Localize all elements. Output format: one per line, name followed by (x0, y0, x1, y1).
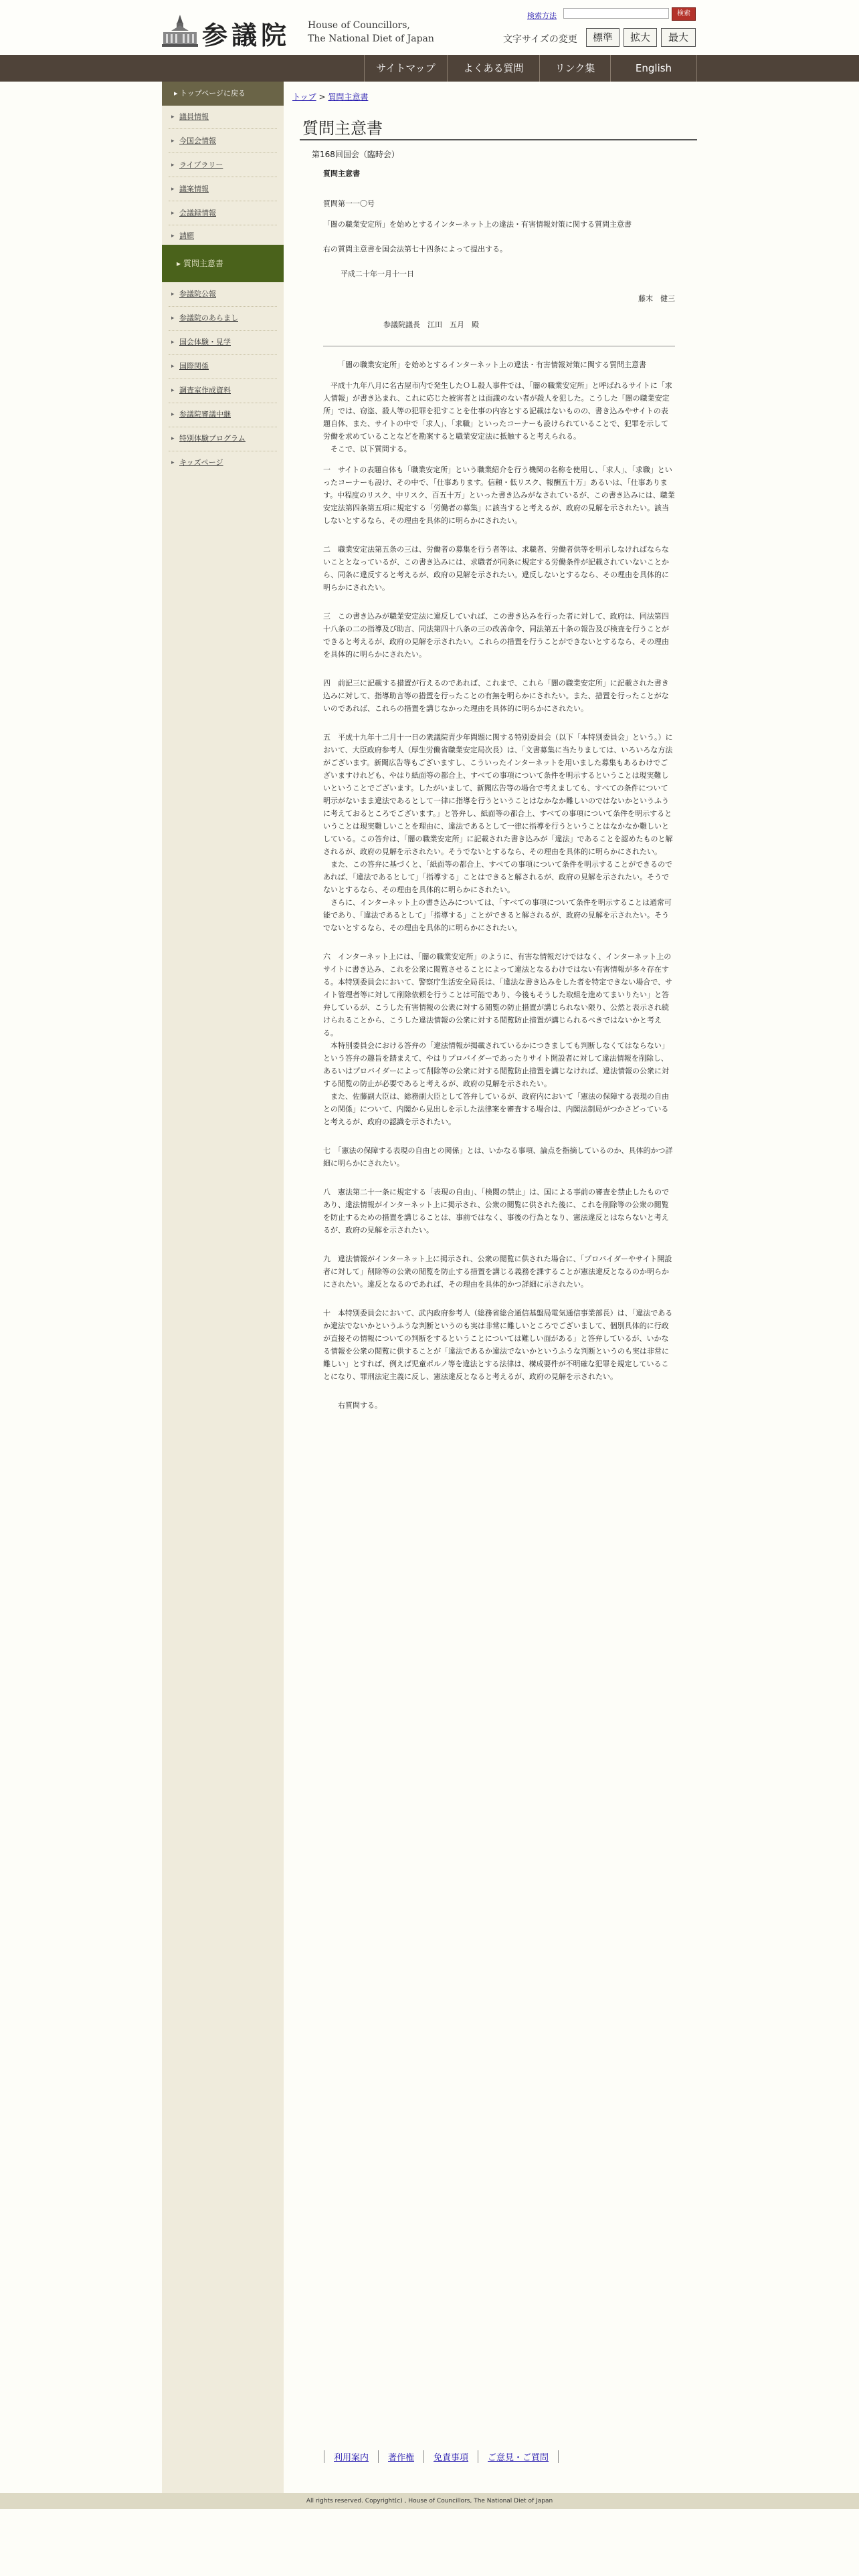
closing-line: 右質問する。 (338, 1401, 382, 1410)
search-help-link[interactable]: 検索方法 (527, 11, 557, 20)
question-subject: 「闇の職業安定所」を始めとするインターネット上の違法・有害情報対策に関する質問主意書 (323, 220, 632, 229)
sidebar-item-current-session[interactable]: ▸ 今国会情報 (162, 130, 284, 152)
question-section: 四 前記三に記載する措置が行えるのであれば、これまで、これら「闇の職業安定所」に記載された書き込みに対して、指導助言等の措置を行ったことの有無を明らかにされたい。また、措置を行ったことがないのであれば、これらの措置を講じなかった理由を具体的に明らかにされたい。 (323, 679, 669, 713)
sidebar-item-questions-active[interactable]: ▸ 質問主意書 (162, 245, 284, 282)
sidebar-sub-research[interactable]: ▸ 調査室作成資料 (162, 379, 284, 403)
question-section: 十 本特別委員会において、武内政府参考人（総務省総合通信基盤局電気通信事業部長）は、「違法であるか違法でないかというふうな判断というのも実は非常に難しいところでございまして、個別具体的に行政が直接その情報についての判断をするということについては難しい面がある」と答弁しているが、いかなる情報を公衆の閲覧に供することが「違法であるか違法でないかというふうな判断というのも実は非常に難しい」とすれば、例えば児童ポルノ等を違法とする法律は、構成要件が不明確な犯罪を規定していることになり、罪刑法定主義に反し、憲法違反となると考えるが、政府の見解を示されたい。 (323, 1309, 673, 1381)
sidebar-item-bills[interactable]: ▸ 議案情報 (162, 178, 284, 201)
sidebar-item-minutes[interactable]: ▸ 会議録情報 (162, 202, 284, 225)
sidebar-back-to-top-label: トップページに戻る (180, 89, 246, 98)
question-section: また、この答弁に基づくと、「紙面等の都合上、すべての事項について条件を明示することができるのであれば、「違法であるとして」「指導する」ことはできると解されるが、政府の見解を示されたい。そうでないとするなら、その理由を具体的に明らかにされたい。 (323, 860, 673, 894)
sidebar (162, 82, 284, 2493)
question-section: 九 違法情報がインターネット上に掲示され、公衆の閲覧に供された場合に、「プロバイダーやサイト開設者に対して」削除等の公衆の閲覧を防止する措置を講じる義務を課することが憲法違反となるのか明らかにされたい。違反となるのであれば、その理由を具体的かつ詳細に示されたい。 (323, 1255, 672, 1289)
sidebar-sub-overview[interactable]: ▸ 参議院のあらまし (162, 306, 284, 330)
question-section: 五 平成十九年十二月十一日の衆議院青少年問題に関する特別委員会（以下「本特別委員会」という。）において、大臣政府参考人（厚生労働省職業安定局次長）は、「文書募集に当たりましては、いろいろな方法がございます。新聞広告等もございますし、こういったインターネットを用いました募集もあるわけでございますけれども、やはり紙面等の都合上、すべての事項について条件を明示するということは現実難しいということでございます。したがいまして、新聞広告等の場合で考えましても、すべての条件について明示がないまま違法であるとして一律に指導を行うということはなかなか難しいのではないかというふうに考えておるところでございます。」と答弁し、紙面等の都合上、すべての事項について条件を明示するということは現実難しいことを理由に、違法であるとして一律に指導を行うということはなかなか難しいとしている。この答弁は、「闇の職業安定所」に記載された書き込みが「違法」であることを認めたものと解されるが、政府の見解を示されたい。そうでないとするなら、その理由を具体的に明らかにされたい。 (323, 733, 673, 856)
intro-paragraph: そこで、以下質問する。 (330, 445, 411, 453)
footer-links (324, 2450, 559, 2464)
sidebar-sub-international[interactable]: ▸ 国際関係 (162, 354, 284, 379)
logo-subtitle-line1: House of Councillors, (308, 20, 410, 31)
fontsize-large-button[interactable]: 拡大 (624, 28, 657, 47)
sidebar-back-to-top[interactable]: ▸ トップページに戻る (162, 82, 284, 106)
logo-subtitle-line2: The National Diet of Japan (308, 33, 434, 44)
sidebar-item-members[interactable]: ▸ 議員情報 (162, 106, 284, 128)
nav-sitemap[interactable]: サイトマップ (364, 55, 447, 82)
sidebar-sub-broadcast[interactable]: ▸ 参議院審議中継 (162, 403, 284, 427)
global-nav (0, 55, 859, 82)
question-section: 七 「憲法の保障する表現の自由との関係」とは、いかなる事項、論点を指摘しているのか、具体的かつ詳細に明らかにされたい。 (323, 1146, 673, 1168)
title-divider (300, 139, 697, 140)
nav-english[interactable]: English (610, 55, 697, 82)
fontsize-standard-button[interactable]: 標準 (586, 28, 619, 47)
site-logo[interactable] (162, 11, 443, 51)
sidebar-active-label: 質問主意書 (183, 259, 223, 268)
question-section: 六 インターネット上には、「闇の職業安定所」のように、有害な情報だけではなく、インターネット上のサイトに書き込み、これを公衆に閲覧させることによって違法となるわけではない有害情報が多々存在する。本特別委員会において、警察庁生活安全局長は、「違法な書き込みをした者を特定できない場合で、サイト管理者等に対して削除依頼を行うことは可能であり、今後もそうした取組を進めてまいりたい」と答弁しているが、こうした有害情報の公衆に対する閲覧の防止措置が講じられない限り、公然と表示され続けられることから、こうした違法情報の公衆に対する閲覧防止措置が講じられるべきではないかと考える。 (323, 952, 673, 1037)
sidebar-sub-kids[interactable]: ▸ キッズページ (162, 451, 284, 475)
addressee: 参議院議長 江田 五月 殿 (383, 320, 479, 329)
search-button[interactable]: 検索 (672, 7, 696, 21)
site-header (0, 0, 859, 55)
fontsize-max-button[interactable]: 最大 (661, 28, 696, 47)
sidebar-sub-tour[interactable]: ▸ 国会体験・見学 (162, 330, 284, 354)
divider (169, 152, 277, 153)
logo-title: 参議院 (202, 20, 291, 50)
copyright: All rights reserved. Copyright(c) , House of Councillors, The National Diet of Japan (0, 2493, 859, 2509)
breadcrumb-current-link[interactable]: 質問主意書 (328, 92, 369, 102)
sidebar-sub-program[interactable]: ▸ 特別体験プログラム (162, 427, 284, 451)
footer-link-copyright[interactable]: 著作権 (378, 2450, 423, 2463)
submitter-name: 藤末 健三 (638, 294, 675, 303)
footer-link-guide[interactable]: 利用案内 (324, 2450, 378, 2463)
submission-statement: 右の質問主意書を国会法第七十四条によって提出する。 (323, 245, 507, 253)
session-label: 第168回国会（臨時会） (312, 150, 399, 159)
breadcrumb-home-link[interactable]: トップ (292, 92, 316, 102)
footer-link-disclaimer[interactable]: 免責事項 (423, 2450, 478, 2463)
question-section: 二 職業安定法第五条の三は、労働者の募集を行う者等は、求職者、労働者供等を明示しなければならないこととなっているが、この書き込みには、求職者が同条に規定する労働条件が記載されていないことから、同条に違反すると考えるが、政府の見解を示されたい。違反しないとするなら、その理由を具体的に明らかにされたい。 (323, 545, 669, 592)
question-section: 八 憲法第二十一条に規定する「表現の自由」、「検閲の禁止」は、国による事前の審査を禁止したものであり、違法情報がインターネット上に掲示され、公衆の閲覧に供された後に、これを削除等の公衆の閲覧を防止するための措置を講じることは、事前ではなく、事後の行為となり、憲法違反とはならないと考えるが、政府の見解を示されたい。 (323, 1188, 669, 1235)
divider (169, 128, 277, 129)
breadcrumb (292, 91, 368, 102)
question-section: 三 この書き込みが職業安定法に違反していれば、この書き込みを行った者に対して、政府は、同法第四十八条の二の指導及び助言、同法第四十八条の三の改善命令、同法第五十条の報告及び検査を行うことができると考えるが、政府の見解を示されたい。これらの措置を行うことができないとするなら、その理由を具体的に明らかにされたい。 (323, 612, 669, 659)
sidebar-item-library[interactable]: ▸ ライブラリー (162, 154, 284, 177)
diet-building-icon (162, 13, 198, 48)
page-title: 質問主意書 (302, 119, 383, 138)
question-section: さらに、インターネット上の書き込みについては、「すべての事項について条件を明示することは通常可能であり、「違法であるとして」「指導する」ことができると解されるが、政府の見解を示されたい。そうでないとするなら、その理由を具体的に明らかにされたい。 (323, 898, 672, 932)
intro-paragraph: 平成十九年八月に名古屋市内で発生したＯＬ殺人事件では、「闇の職業安定所」と呼ばれるサイトに「求人情報」が書き込まれ、これに応じた被害者とは面識のない者が殺人を犯した。こうした「闇の職業安定所」では、窃盗、殺人等の犯罪を犯すことを仕事の内容とする記載はないものの、書き込みやサイトの表題自体、また、サイトの中で「求人」、「求職」といったコーナーも設けられていることで、犯罪を示して労働を求めていることなどを勘案すると職業安定法に抵触すると考えられる。 (323, 381, 672, 441)
sidebar-sub-gazette[interactable]: ▸ 参議院公報 (162, 282, 284, 306)
sidebar-item-petitions[interactable]: ▸ 請願 (162, 225, 284, 247)
body-title: 「闇の職業安定所」を始めとするインターネット上の違法・有害情報対策に関する質問主意書 (338, 360, 647, 369)
question-document (323, 167, 675, 1420)
document-heading: 質問主意書 (323, 169, 360, 178)
question-number: 質問第一一〇号 (323, 199, 375, 208)
question-section: 一 サイトの表題自体も「職業安定所」という職業紹介を行う機関の名称を使用し、「求人」、「求職」といったコーナーも設け、その中で、「仕事あります。信頼・低リスク、報酬五十万」あるいは、「仕事あります。中程度のリスク、中リスク、百五十万」といった書き込みがなされているが、この書き込みには、職業安定法第四条第五項に規定する「労働者の募集」に該当すると考えるが、政府の見解を示されたい。該当しないとするなら、その理由を具体的に明らかにされたい。 (323, 465, 675, 525)
submission-date: 平成二十年一月十一日 (341, 270, 414, 278)
fontsize-label: 文字サイズの変更 (503, 34, 577, 45)
search-input[interactable] (563, 8, 669, 19)
nav-links[interactable]: リンク集 (539, 55, 610, 82)
breadcrumb-separator: > (318, 92, 326, 102)
question-section: 本特別委員会における答弁の「違法情報が掲載されているかにつきましても判断しなくてはならない」という答弁の趣旨を踏まえて、やはりプロバイダーであったりサイト開設者に対して違法情報を削除し、あるいはプロバイダーによって削除等の公衆に対する閲覧防止措置を講じなければ、違法情報の公衆に対する閲覧の防止が必要であると考えるが、政府の見解を示されたい。 (323, 1041, 669, 1088)
question-section: また、佐藤副大臣は、総務副大臣として答弁しているが、政府内において「憲法の保障する表現の自由との関係」について、内閣から見出しを示した法律案を審査する場合は、内閣法制局がつかさどっていると考えるが、政府の認識を示されたい。 (323, 1092, 669, 1126)
footer-link-feedback[interactable]: ご意見・ご質問 (478, 2450, 559, 2463)
nav-faq[interactable]: よくある質問 (447, 55, 539, 82)
